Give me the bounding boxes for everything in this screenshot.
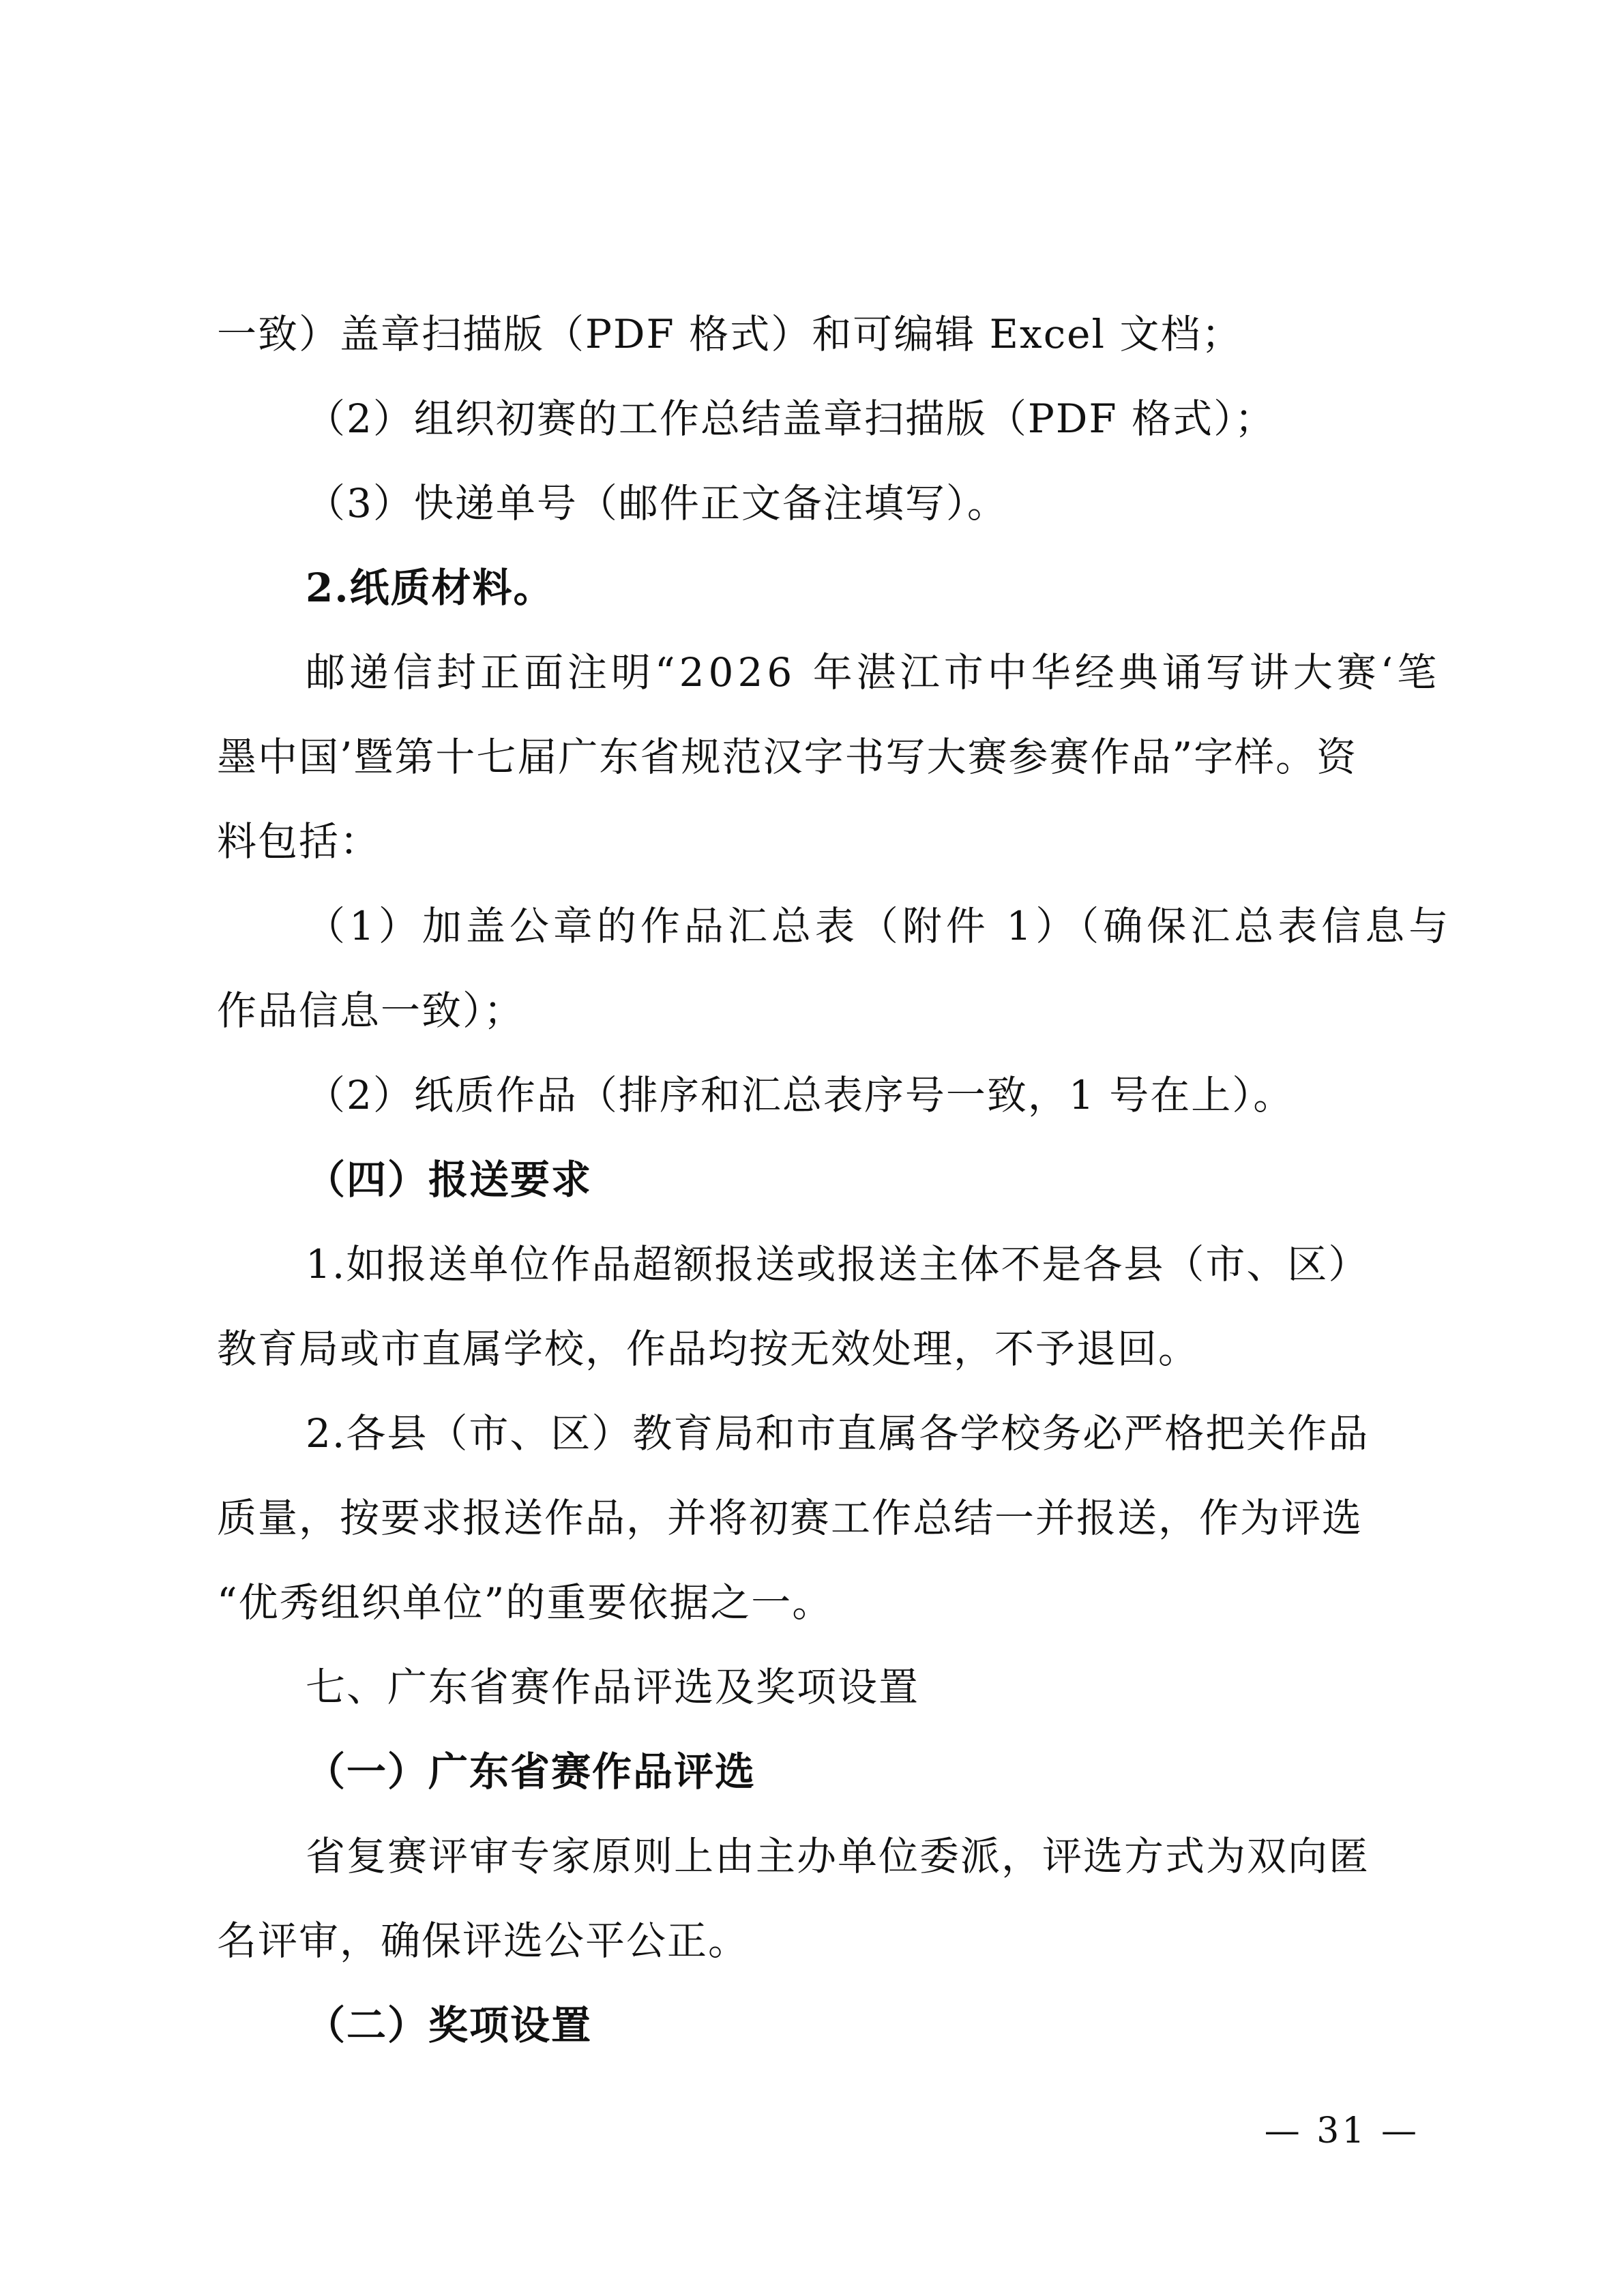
text-line: “优秀组织单位”的重要依据之一。 [217, 1579, 833, 1626]
text-line: 作品信息一致）； [217, 987, 525, 1034]
text-line: 邮递信封正面注明“2026 年湛江市中华经典诵写讲大赛‘笔 [306, 649, 1441, 696]
section-heading: （四）报送要求 [306, 1157, 593, 1203]
text-line: （2）纸质作品（排序和汇总表序号一致，1 号在上）。 [306, 1072, 1295, 1118]
section-heading: （二）奖项设置 [306, 2002, 593, 2048]
text-line: 1.如报送单位作品超额报送或报送主体不是各县（市、区） [306, 1241, 1370, 1287]
subsection-heading: 2.纸质材料。 [306, 565, 555, 611]
page-number: — 31 — [1264, 2111, 1419, 2151]
text-line: 省复赛评审专家原则上由主办单位委派，评选方式为双向匿 [306, 1833, 1370, 1879]
text-line: （2）组织初赛的工作总结盖章扫描版（PDF 格式）； [306, 396, 1276, 442]
section-heading: （一）广东省赛作品评选 [306, 1748, 756, 1795]
text-line: （1）加盖公章的作品汇总表（附件 1）（确保汇总表信息与 [306, 903, 1453, 949]
text-line: （3）快递单号（邮件正文备注填写）。 [306, 480, 1008, 526]
text-line: 教育局或市直属学校，作品均按无效处理，不予退回。 [217, 1326, 1200, 1372]
text-line: 墨中国’暨第十七届广东省规范汉字书写大赛参赛作品”字样。资 [217, 734, 1358, 780]
chapter-heading: 七、广东省赛作品评选及奖项设置 [306, 1664, 920, 1710]
text-line: 名评审，确保评选公平公正。 [217, 1918, 750, 1964]
text-line: 一致）盖章扫描版（PDF 格式）和可编辑 Excel 文档； [217, 311, 1243, 357]
text-line: 质量，按要求报送作品，并将初赛工作总结一并报送，作为评选 [217, 1495, 1363, 1541]
text-line: 2.各县（市、区）教育局和市直属各学校务必严格把关作品 [306, 1410, 1370, 1457]
text-line: 料包括： [217, 818, 381, 865]
